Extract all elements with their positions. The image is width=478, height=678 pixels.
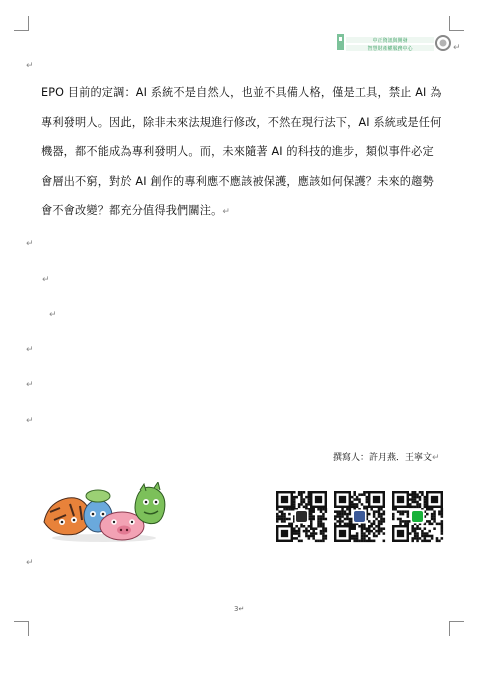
crop-mark-bottom-left [14,621,29,636]
qr-code-group [276,491,444,545]
paragraph-mark: ↵ [26,380,34,390]
paragraph-mark: ↵ [238,605,245,613]
qr-code [276,491,327,542]
body-paragraph [41,78,445,228]
crop-mark-bottom-right [449,621,464,636]
mascot-illustration [40,482,168,544]
paragraph-mark: ↵ [42,275,50,285]
line-icon [412,511,423,522]
paragraph-mark: ↵ [26,239,34,249]
paragraph-text: EPO 目前的定調：AI 系統不是自然人，也並不具備人格，僅是工具，禁止 AI 為專利發明人。因此，除非未來法規進行修改，不然在現行法下，AI 系統或是任何機器，都不能成為專利發明人。而，未來隨著 AI 的科技的進步，類似事件必定會層出不窮，對於 AI 創作的專利應不應該被保護，應該如何保護？未來的趨勢會不會改變？都充分值得我們關注。 [41,86,442,217]
page-number [234,605,244,613]
app-icon [296,511,307,522]
qr-code [392,491,443,542]
author-byline [333,450,440,463]
paragraph-mark: ↵ [432,453,440,463]
logo-text-2: 智慧財產權服務中心 [367,46,413,52]
paragraph-mark: ↵ [26,61,34,71]
paragraph-mark: ↵ [49,310,57,320]
author-text: 撰寫人：許月燕．王寧文 [333,453,433,463]
logo-text-1: 中正資訊與開發 [372,38,408,44]
crop-mark-top-right [449,16,464,31]
paragraph-mark: ↵ [26,416,34,426]
paragraph-mark: ↵ [26,558,34,568]
qr-code [334,491,385,542]
crop-mark-top-left [14,16,29,31]
paragraph-mark: ↵ [453,43,461,53]
facebook-icon [354,511,365,522]
header-logo [336,32,452,54]
page-number-text: 3 [234,605,239,613]
paragraph-mark: ↵ [26,345,34,355]
paragraph-mark: ↵ [222,207,231,217]
